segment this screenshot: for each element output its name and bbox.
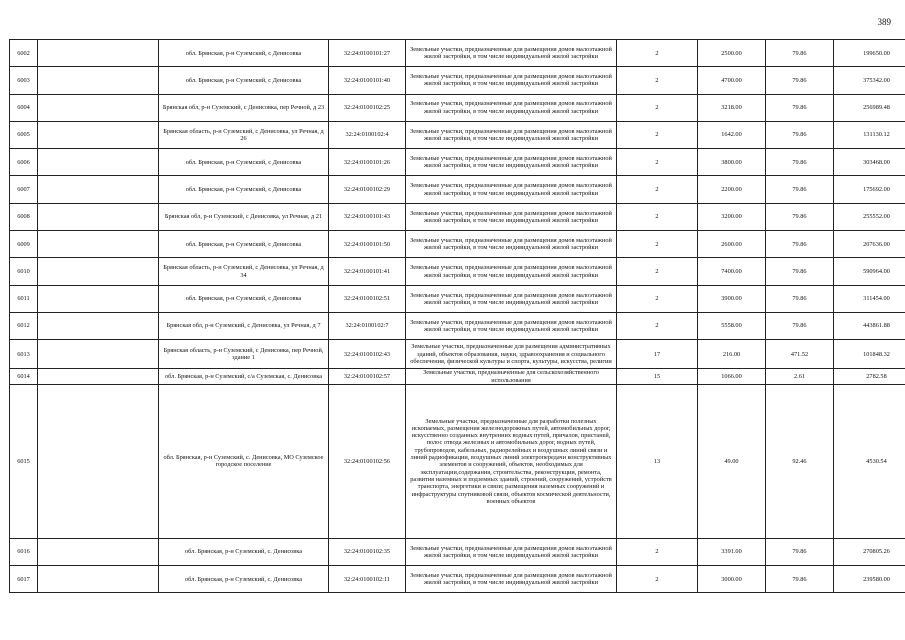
area-cell: 2500.00 <box>698 40 766 67</box>
cadastral-number-cell: 32:24:0100102:29 <box>329 176 406 203</box>
land-use-cell: Земельные участки, предназначенные для размещения домов малоэтажной жилой застройки, в том числе индивидуальной жилой застройки <box>406 94 617 121</box>
address-cell: Брянская область, р-н Суземский, с Денисовка, ул Речная, д 34 <box>159 258 329 285</box>
address-cell: Брянская обл, р-н Суземский, с Денисовка, ул Речная, д 7 <box>159 312 329 339</box>
cadastral-value-cell: 303468.00 <box>834 149 905 176</box>
cadastral-number-cell: 32:24:0100102:56 <box>329 384 406 538</box>
cadastral-number-cell: 32:24:0100102:7 <box>329 312 406 339</box>
use-code-cell: 2 <box>617 203 698 230</box>
table-body <box>10 40 905 593</box>
cadastral-value-cell: 175692.00 <box>834 176 905 203</box>
cadastral-number-cell: 32:24:0100102:57 <box>329 369 406 385</box>
use-code-cell: 2 <box>617 149 698 176</box>
land-use-cell: Земельные участки, предназначенные для размещения домов малоэтажной жилой застройки, в том числе индивидуальной жилой застройки <box>406 231 617 258</box>
land-use-cell: Земельные участки, предназначенные для размещения домов малоэтажной жилой застройки, в том числе индивидуальной жилой застройки <box>406 258 617 285</box>
empty-cell <box>38 94 159 121</box>
row-number-cell: 6003 <box>10 67 38 94</box>
area-cell: 3200.00 <box>698 203 766 230</box>
row-number-cell: 6007 <box>10 176 38 203</box>
row-number-cell: 6011 <box>10 285 38 312</box>
land-use-cell: Земельные участки, предназначенные для размещения домов малоэтажной жилой застройки, в том числе индивидуальной жилой застройки <box>406 203 617 230</box>
cadastral-value-cell: 199650.00 <box>834 40 905 67</box>
area-cell: 3900.00 <box>698 285 766 312</box>
empty-cell <box>38 566 159 593</box>
address-cell: Брянская обл, р-н Суземский, с Денисовка, пер Речной, д 23 <box>159 94 329 121</box>
address-cell: обл. Брянская, р-н Суземский, с. Денисовка <box>159 566 329 593</box>
table-row <box>10 176 905 203</box>
land-use-cell: Земельные участки, предназначенные для размещения домов малоэтажной жилой застройки, в том числе индивидуальной жилой застройки <box>406 285 617 312</box>
cadastral-value-cell: 375342.00 <box>834 67 905 94</box>
table-row <box>10 384 905 538</box>
land-use-cell: Земельные участки, предназначенные для размещения домов малоэтажной жилой застройки, в том числе индивидуальной жилой застройки <box>406 538 617 565</box>
use-code-cell: 2 <box>617 231 698 258</box>
cadastral-value-cell: 270805.26 <box>834 538 905 565</box>
row-number-cell: 6004 <box>10 94 38 121</box>
table-row <box>10 203 905 230</box>
rate-cell: 79.86 <box>766 149 834 176</box>
row-number-cell: 6008 <box>10 203 38 230</box>
area-cell: 5558.00 <box>698 312 766 339</box>
use-code-cell: 2 <box>617 312 698 339</box>
rate-cell: 79.86 <box>766 176 834 203</box>
row-number-cell: 6010 <box>10 258 38 285</box>
table-row <box>10 258 905 285</box>
empty-cell <box>38 258 159 285</box>
table-row <box>10 121 905 148</box>
area-cell: 4700.00 <box>698 67 766 94</box>
empty-cell <box>38 538 159 565</box>
rate-cell: 79.86 <box>766 566 834 593</box>
land-use-cell: Земельные участки, предназначенные для размещения домов малоэтажной жилой застройки, в том числе индивидуальной жилой застройки <box>406 40 617 67</box>
land-use-cell: Земельные участки, предназначенные для размещения домов малоэтажной жилой застройки, в том числе индивидуальной жилой застройки <box>406 312 617 339</box>
land-use-cell: Земельные участки, предназначенные для сельскохозяйственного использования <box>406 369 617 385</box>
rate-cell: 79.86 <box>766 94 834 121</box>
land-use-cell: Земельные участки, предназначенные для размещения домов малоэтажной жилой застройки, в том числе индивидуальной жилой застройки <box>406 566 617 593</box>
area-cell: 1642.00 <box>698 121 766 148</box>
table-row <box>10 369 905 385</box>
address-cell: Брянская обл, р-н Суземский, с Денисовка, ул Речная, д 21 <box>159 203 329 230</box>
use-code-cell: 2 <box>617 40 698 67</box>
area-cell: 1066.00 <box>698 369 766 385</box>
land-use-cell: Земельные участки, предназначенные для размещения домов малоэтажной жилой застройки, в том числе индивидуальной жилой застройки <box>406 149 617 176</box>
cadastral-value-cell: 443861.88 <box>834 312 905 339</box>
page-number: 389 <box>877 17 891 27</box>
table-row <box>10 312 905 339</box>
cadastral-value-cell: 2782.58 <box>834 369 905 385</box>
cadastral-number-cell: 32:24:0100101:41 <box>329 258 406 285</box>
area-cell: 7400.00 <box>698 258 766 285</box>
cadastral-value-cell: 590964.00 <box>834 258 905 285</box>
land-use-cell: Земельные участки, предназначенные для разработки полезных ископаемых, размещения железнодорожных путей, автомобильных дорог, искусственно созданных внутренних водных путей, причалов, пристаней, полос отвода железных и автомобильных дорог, водных путей, трубопроводов, кабельных, радиорелейных и воздушных линий связи и линий радиофикации, воздушных линий электропередачи конструктивных элементов и сооружений, объектов, необходимых для эксплуатации,содержания, строительства, реконструкции, ремонта, развития наземных и подземных зданий, строений, сооружений, устройств транспорта, энергетики и связи; размещения наземных сооружений и инфраструктуры спутниковой связи, объектов космической деятельности, военных объектов <box>406 384 617 538</box>
land-use-cell: Земельные участки, предназначенные для размещения административных зданий, объектов образования, науки, здравоохранения и социального обеспечения, физической культуры и спорта, культуры, искусства, религии <box>406 340 617 369</box>
empty-cell <box>38 203 159 230</box>
row-number-cell: 6002 <box>10 40 38 67</box>
cadastral-number-cell: 32:24:0100102:11 <box>329 566 406 593</box>
cadastral-number-cell: 32:24:0100102:25 <box>329 94 406 121</box>
cadastral-value-cell: 256989.48 <box>834 94 905 121</box>
empty-cell <box>38 121 159 148</box>
row-number-cell: 6016 <box>10 538 38 565</box>
cadastral-number-cell: 32:24:0100102:51 <box>329 285 406 312</box>
area-cell: 2200.00 <box>698 176 766 203</box>
empty-cell <box>38 384 159 538</box>
area-cell: 3000.00 <box>698 566 766 593</box>
land-registry-table <box>9 39 905 593</box>
area-cell: 3391.00 <box>698 538 766 565</box>
use-code-cell: 13 <box>617 384 698 538</box>
address-cell: обл. Брянская, р-н Суземский, с Денисовка <box>159 40 329 67</box>
address-cell: обл. Брянская, р-н Суземский, с/а Суземская, с. Денисовка <box>159 369 329 385</box>
use-code-cell: 2 <box>617 285 698 312</box>
land-use-cell: Земельные участки, предназначенные для размещения домов малоэтажной жилой застройки, в том числе индивидуальной жилой застройки <box>406 121 617 148</box>
address-cell: обл. Брянская, р-н Суземский, с. Денисовка, МО Суземское городское поселение <box>159 384 329 538</box>
use-code-cell: 2 <box>617 67 698 94</box>
table-row <box>10 149 905 176</box>
cadastral-value-cell: 4530.54 <box>834 384 905 538</box>
rate-cell: 471.52 <box>766 340 834 369</box>
land-use-cell: Земельные участки, предназначенные для размещения домов малоэтажной жилой застройки, в том числе индивидуальной жилой застройки <box>406 67 617 94</box>
land-use-cell: Земельные участки, предназначенные для размещения домов малоэтажной жилой застройки, в том числе индивидуальной жилой застройки <box>406 176 617 203</box>
empty-cell <box>38 149 159 176</box>
cadastral-number-cell: 32:24:0100102:4 <box>329 121 406 148</box>
table-row <box>10 231 905 258</box>
cadastral-value-cell: 239580.00 <box>834 566 905 593</box>
row-number-cell: 6013 <box>10 340 38 369</box>
use-code-cell: 2 <box>617 258 698 285</box>
empty-cell <box>38 67 159 94</box>
table-row <box>10 566 905 593</box>
rate-cell: 79.86 <box>766 203 834 230</box>
empty-cell <box>38 176 159 203</box>
address-cell: обл. Брянская, р-н Суземский, с Денисовка <box>159 285 329 312</box>
row-number-cell: 6015 <box>10 384 38 538</box>
cadastral-value-cell: 255552.00 <box>834 203 905 230</box>
empty-cell <box>38 312 159 339</box>
rate-cell: 2.61 <box>766 369 834 385</box>
row-number-cell: 6005 <box>10 121 38 148</box>
rate-cell: 79.86 <box>766 121 834 148</box>
use-code-cell: 2 <box>617 566 698 593</box>
area-cell: 216.00 <box>698 340 766 369</box>
empty-cell <box>38 285 159 312</box>
empty-cell <box>38 340 159 369</box>
use-code-cell: 2 <box>617 94 698 121</box>
rate-cell: 79.86 <box>766 312 834 339</box>
cadastral-value-cell: 101848.32 <box>834 340 905 369</box>
use-code-cell: 2 <box>617 176 698 203</box>
cadastral-number-cell: 32:24:0100102:43 <box>329 340 406 369</box>
use-code-cell: 17 <box>617 340 698 369</box>
row-number-cell: 6012 <box>10 312 38 339</box>
cadastral-number-cell: 32:24:0100101:40 <box>329 67 406 94</box>
area-cell: 3218.00 <box>698 94 766 121</box>
cadastral-number-cell: 32:24:0100102:35 <box>329 538 406 565</box>
address-cell: обл. Брянская, р-н Суземский, с Денисовка <box>159 231 329 258</box>
cadastral-number-cell: 32:24:0100101:27 <box>329 40 406 67</box>
address-cell: обл. Брянская, р-н Суземский, с. Денисовка <box>159 538 329 565</box>
address-cell: обл. Брянская, р-н Суземский, с Денисовка <box>159 149 329 176</box>
cadastral-number-cell: 32:24:0100101:26 <box>329 149 406 176</box>
address-cell: обл. Брянская, р-н Суземский, с Денисовка <box>159 67 329 94</box>
rate-cell: 79.86 <box>766 538 834 565</box>
use-code-cell: 15 <box>617 369 698 385</box>
table-row <box>10 67 905 94</box>
table-row <box>10 340 905 369</box>
address-cell: Брянская область, р-н Суземский, с Денисовка, ул Речная, д 26 <box>159 121 329 148</box>
empty-cell <box>38 369 159 385</box>
rate-cell: 92.46 <box>766 384 834 538</box>
row-number-cell: 6014 <box>10 369 38 385</box>
table-row <box>10 285 905 312</box>
rate-cell: 79.86 <box>766 258 834 285</box>
cadastral-number-cell: 32:24:0100101:43 <box>329 203 406 230</box>
area-cell: 2600.00 <box>698 231 766 258</box>
rate-cell: 79.86 <box>766 231 834 258</box>
row-number-cell: 6009 <box>10 231 38 258</box>
cadastral-value-cell: 311454.00 <box>834 285 905 312</box>
area-cell: 49.00 <box>698 384 766 538</box>
row-number-cell: 6006 <box>10 149 38 176</box>
use-code-cell: 2 <box>617 538 698 565</box>
empty-cell <box>38 231 159 258</box>
table-row <box>10 538 905 565</box>
empty-cell <box>38 40 159 67</box>
rate-cell: 79.86 <box>766 40 834 67</box>
area-cell: 3800.00 <box>698 149 766 176</box>
table-row <box>10 94 905 121</box>
table-row <box>10 40 905 67</box>
address-cell: обл. Брянская, р-н Суземский, с Денисовка <box>159 176 329 203</box>
address-cell: Брянская область, р-н Суземский, с Денисовка, пер Речной, здание 1 <box>159 340 329 369</box>
rate-cell: 79.86 <box>766 67 834 94</box>
rate-cell: 79.86 <box>766 285 834 312</box>
cadastral-number-cell: 32:24:0100101:50 <box>329 231 406 258</box>
cadastral-value-cell: 207636.00 <box>834 231 905 258</box>
cadastral-value-cell: 131130.12 <box>834 121 905 148</box>
row-number-cell: 6017 <box>10 566 38 593</box>
use-code-cell: 2 <box>617 121 698 148</box>
